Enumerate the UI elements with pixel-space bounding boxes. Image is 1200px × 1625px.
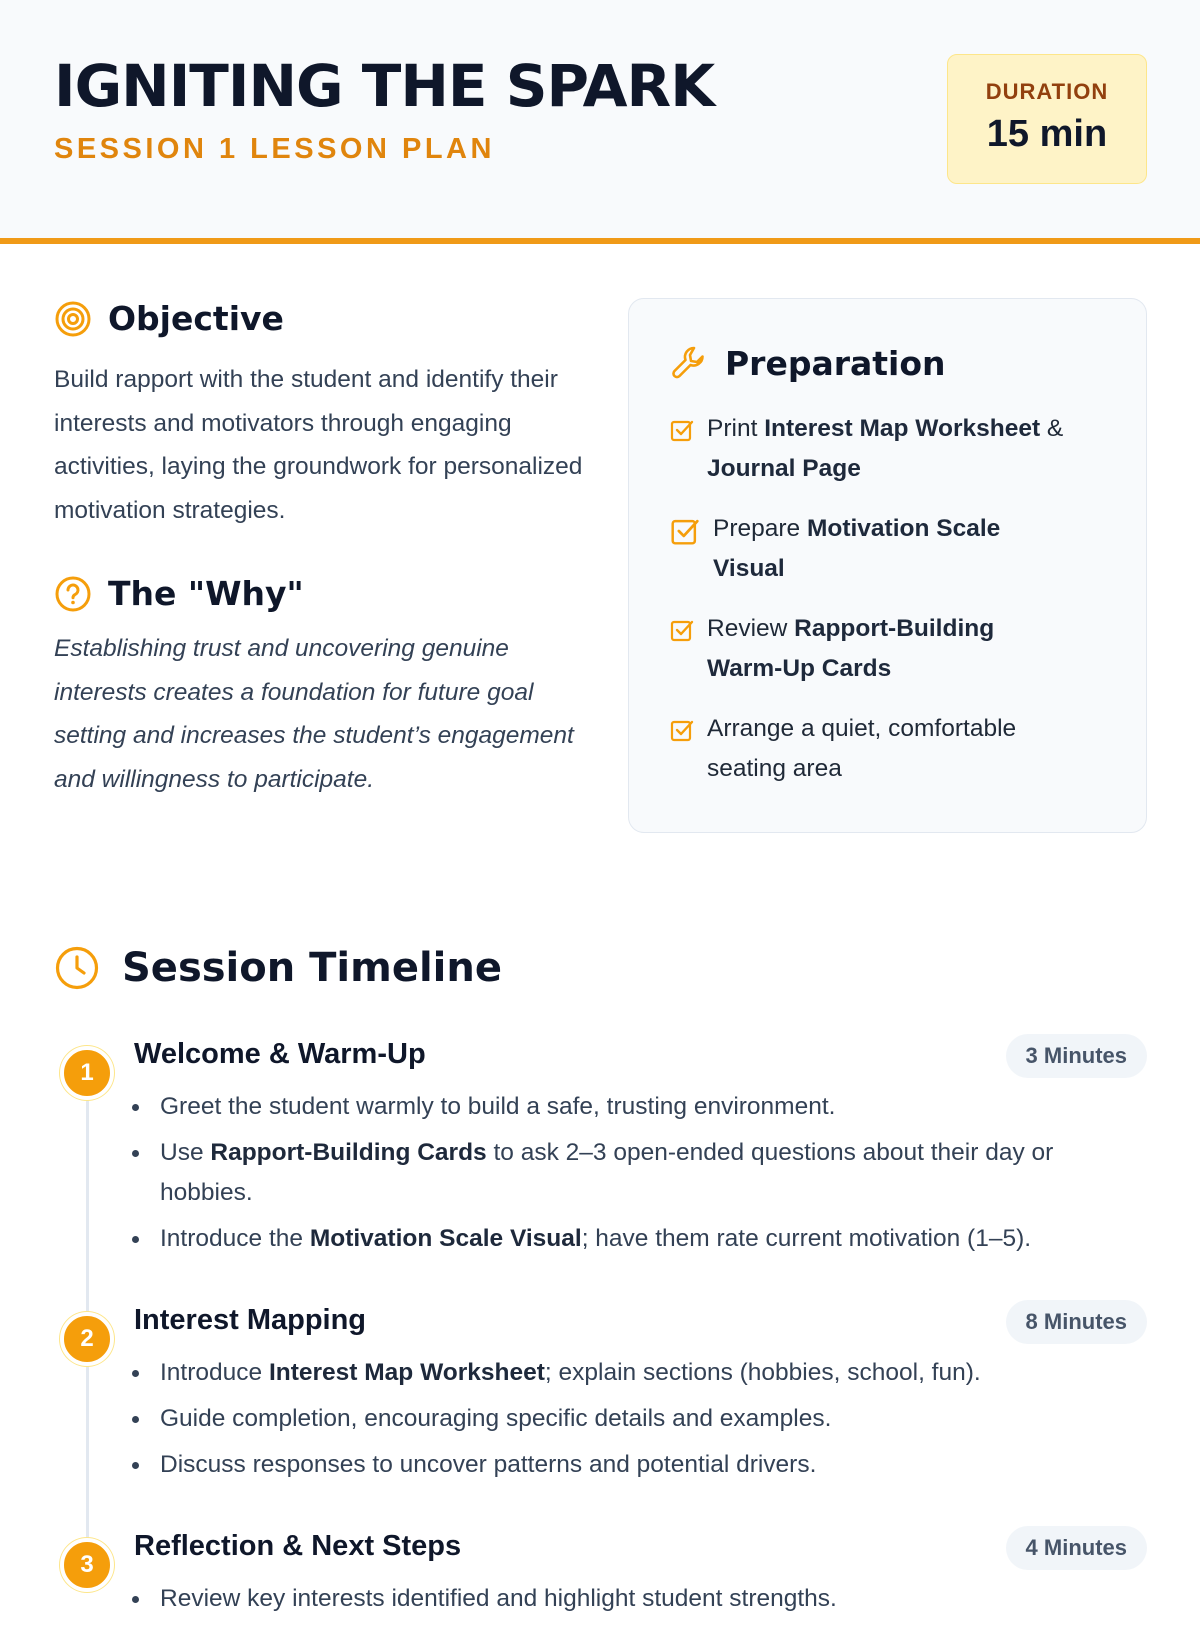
- step-title: Welcome & Warm-Up: [134, 1038, 426, 1070]
- step-number-badge: 2: [60, 1312, 114, 1366]
- objective-heading-row: [54, 299, 284, 338]
- target-icon: [54, 300, 92, 338]
- step-duration-badge: 4 Minutes: [1006, 1526, 1147, 1570]
- step-title: Reflection & Next Steps: [134, 1530, 462, 1562]
- timeline-heading: Session Timeline: [122, 945, 502, 991]
- wrench-icon: [669, 343, 709, 383]
- lesson-header: [0, 0, 1200, 244]
- preparation-card: [628, 298, 1147, 833]
- prep-item: [669, 609, 1049, 689]
- checkbox-icon: [669, 717, 695, 743]
- step-number-badge: 1: [60, 1046, 114, 1100]
- list-item: Guide completion, encouraging specific details and examples.: [160, 1399, 1150, 1439]
- preparation-heading: Preparation: [725, 343, 946, 383]
- prep-item-text: Arrange a quiet, comfortable seating area: [707, 715, 1017, 782]
- objective-text: Build rapport with the student and identify their interests and motivators through engaging activities, laying the groundwork for personalized motivation strategies.: [54, 366, 583, 524]
- why-heading: The "Why": [108, 574, 304, 613]
- checkbox-icon: [669, 417, 695, 443]
- question-circle-icon: [54, 575, 92, 613]
- checkbox-icon: [669, 515, 701, 547]
- list-item: Review key interests identified and highlight student strengths.: [160, 1579, 1150, 1619]
- checkbox-icon: [669, 617, 695, 643]
- list-item: Introduce the Motivation Scale Visual; have them rate current motivation (1–5).: [160, 1219, 1150, 1259]
- step-duration-badge: 3 Minutes: [1006, 1034, 1147, 1078]
- step-title: Interest Mapping: [134, 1304, 367, 1336]
- duration-label: DURATION: [985, 79, 1109, 104]
- duration-card: [947, 54, 1147, 184]
- list-item: Discuss responses to uncover patterns and potential drivers.: [160, 1445, 1150, 1485]
- prep-item-text: Prepare Motivation Scale Visual: [713, 515, 1001, 582]
- preparation-heading-row: [669, 343, 946, 383]
- objective-heading: Objective: [108, 299, 284, 338]
- step-bullet-list: [160, 1579, 1150, 1625]
- list-item: Greet the student warmly to build a safe, trusting environment.: [160, 1087, 1150, 1127]
- step-bullet-list: [160, 1087, 1150, 1265]
- clock-icon: [54, 945, 100, 991]
- list-item: Use Rapport-Building Cards to ask 2–3 open-ended questions about their day or hobbies.: [160, 1133, 1150, 1213]
- prep-item: [669, 409, 1109, 489]
- page-subtitle: SESSION 1 LESSON PLAN: [54, 133, 495, 165]
- why-heading-row: [54, 574, 304, 613]
- prep-item-text: Print Interest Map Worksheet & Journal Page: [707, 415, 1064, 482]
- prep-item-text: Review Rapport-Building Warm-Up Cards: [707, 615, 995, 682]
- list-item: Introduce Interest Map Worksheet; explain sections (hobbies, school, fun).: [160, 1353, 1150, 1393]
- step-duration-badge: 8 Minutes: [1006, 1300, 1147, 1344]
- prep-item: [669, 709, 1089, 789]
- prep-item: [669, 509, 1049, 589]
- step-number-badge: 3: [60, 1538, 114, 1592]
- page-title: IGNITING THE SPARK: [54, 52, 715, 120]
- timeline-heading-row: [54, 945, 502, 991]
- step-bullet-list: [160, 1353, 1150, 1491]
- duration-value: 15 min: [986, 113, 1108, 155]
- why-text: Establishing trust and uncovering genuine interests creates a foundation for future goal setting and increases the student’s engagement and willingness to participate.: [54, 635, 574, 793]
